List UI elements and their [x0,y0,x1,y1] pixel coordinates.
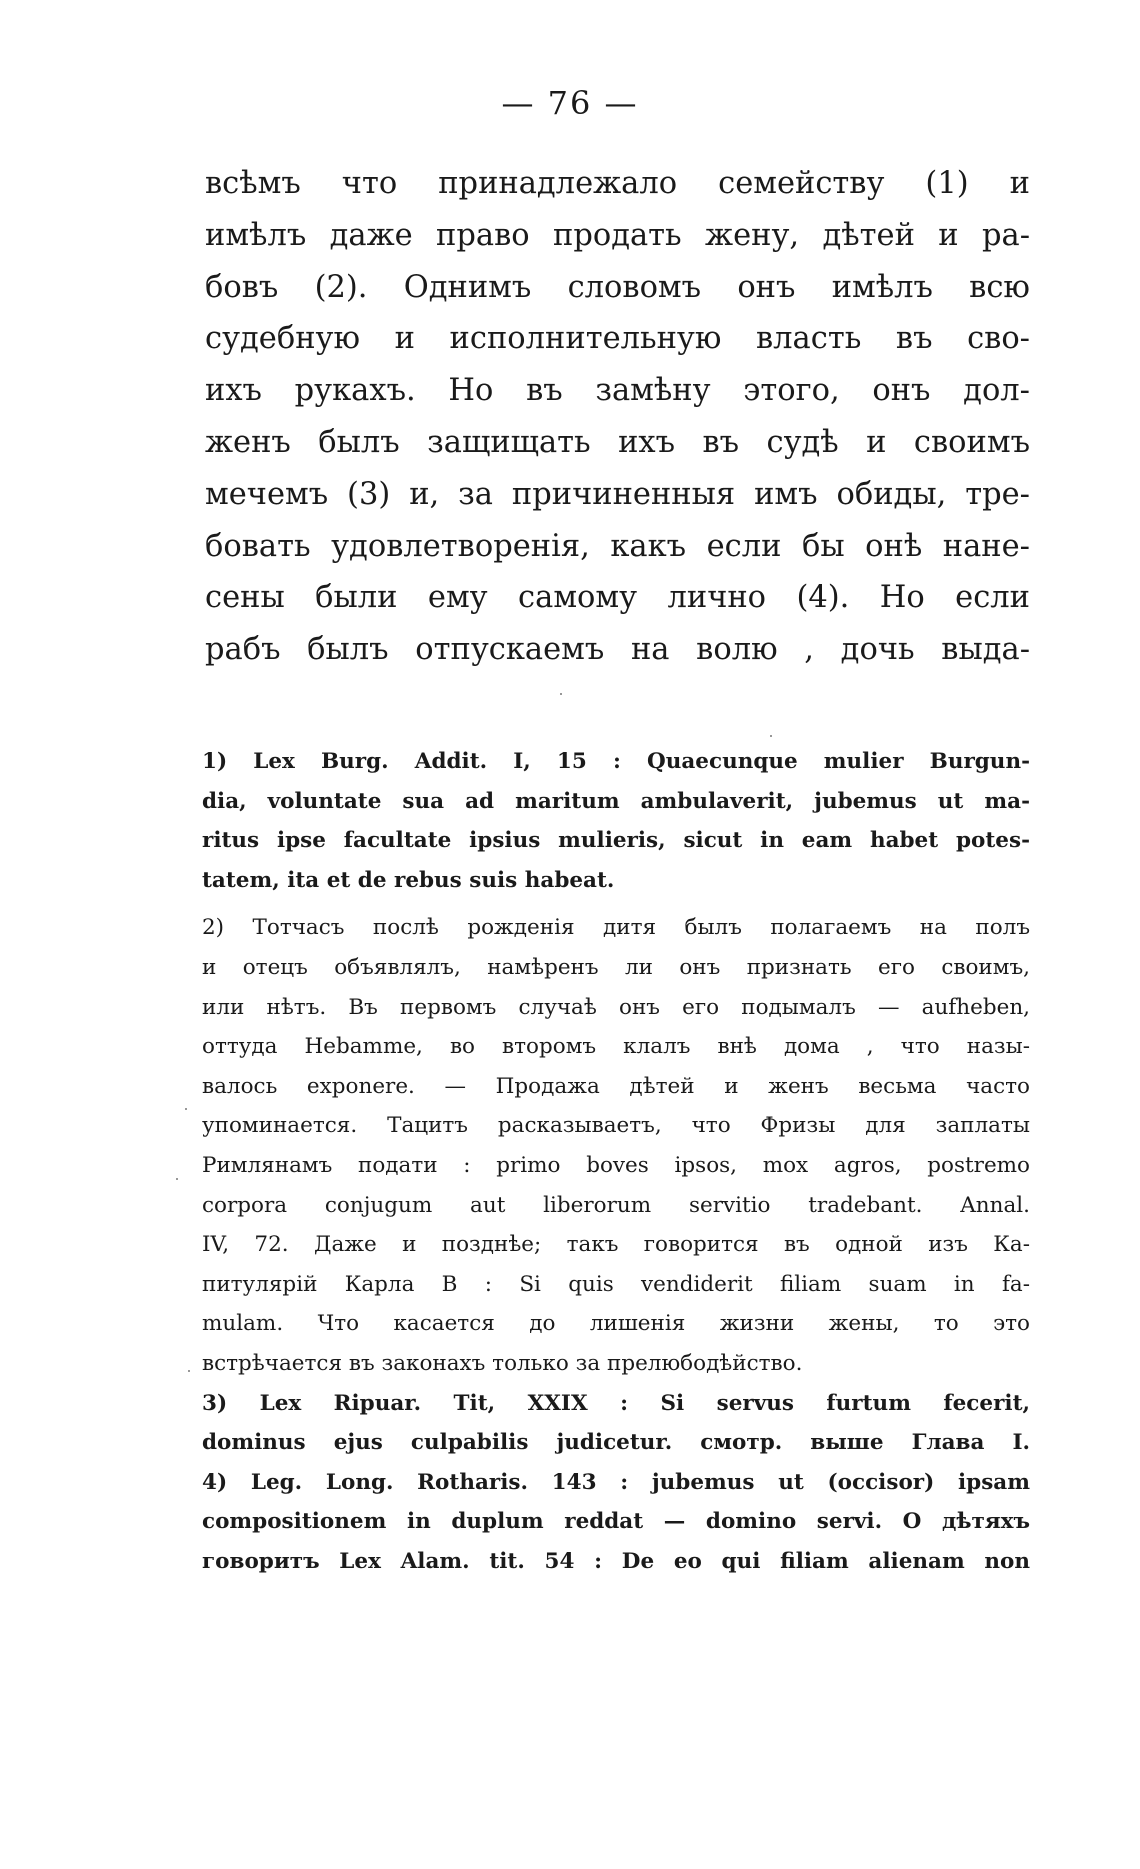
print-speck [185,1108,187,1110]
footnotes-block [202,742,1030,1581]
main-text-line: бовъ (2). Однимъ словомъ онъ имѣлъ всю [205,269,1030,305]
footnote-line: mulam. Что касается до лишенія жизни жены, то это [202,1311,1030,1337]
print-speck [176,1178,178,1180]
main-text-line: всѣмъ что принадлежало семейству (1) и [205,166,1030,201]
footnote-line: и отецъ объявлялъ, намѣренъ ли онъ признать его своимъ, [202,954,1030,980]
footnote-line: 1) Lex Burg. Addit. I, 15 : Quaecunque mulier Burgun- [202,749,1030,774]
footnote-line: питулярій Карла В : Si quis vendiderit filiam suam in fa- [202,1271,1030,1297]
footnote-line: или нѣтъ. Въ первомъ случаѣ онъ его подымалъ — aufheben, [202,994,1030,1020]
footnote-line: dominus ejus culpabilis judicetur. смотр. выше Глава I. [202,1430,1030,1456]
footnote-line: упоминается. Тацитъ расказываетъ, что Фризы для заплаты [202,1113,1030,1139]
main-text-line: женъ былъ защищать ихъ въ судѣ и своимъ [205,424,1030,460]
footnote-line: 3) Lex Ripuar. Tit, XXIX : Si servus furtum fecerit, [202,1390,1030,1416]
main-text-line: сены были ему самому лично (4). Но если [205,580,1030,616]
footnote-line: говоритъ Lex Alam. tit. 54 : De eo qui filiam alienam non [202,1548,1030,1574]
main-text-line: судебную и исполнительную власть въ сво- [205,321,1030,357]
page-number: — 76 — [501,84,639,122]
main-text-line: бовать удовлетворенія, какъ если бы онѣ нане- [205,528,1030,564]
print-speck [560,693,562,695]
print-speck [188,1370,190,1372]
footnote-line: 4) Leg. Long. Rotharis. 143 : jubemus ut (occisor) ipsam [202,1469,1030,1495]
main-text-line: ихъ рукахъ. Но въ замѣну этого, онъ дол- [205,373,1030,409]
footnote-line: corpora conjugum aut liberorum servitio tradebant. Annal. [202,1192,1030,1218]
footnote-2 [202,908,1030,1383]
footnote-line: оттуда Hebamme, во второмъ клалъ внѣ дома , что назы- [202,1034,1030,1060]
footnote-line: compositionem in duplum reddat — domino servi. О дѣтяхъ [202,1509,1030,1535]
footnote-line: IV, 72. Даже и позднѣе; такъ говорится въ одной изъ Ка- [202,1232,1030,1258]
main-text-line: рабъ былъ отпускаемъ на волю , дочь выда- [205,632,1030,668]
main-text-line: имѣлъ даже право продать жену, дѣтей и ра- [205,217,1030,253]
footnote-4 [202,1463,1030,1582]
footnote-line: tatem, ita et de rebus suis habeat. [202,867,615,893]
footnote-line: dia, voluntate sua ad maritum ambulaverit, jubemus ut ma- [202,788,1030,814]
footnote-line: встрѣчается въ законахъ только за прелюбодѣйство. [202,1350,803,1376]
footnote-line: Римлянамъ подати : primo boves ipsos, mox agros, postremo [202,1152,1030,1178]
footnote-line: валось exponere. — Продажа дѣтей и женъ весьма часто [202,1073,1030,1099]
main-text-line: мечемъ (3) и, за причиненныя имъ обиды, тре- [205,476,1030,512]
print-speck [770,735,772,737]
footnote-1 [202,742,1030,900]
footnote-line: 2) Тотчасъ послѣ рожденія дитя былъ полагаемъ на полъ [202,915,1030,941]
main-text-block [205,158,1030,676]
footnote-3 [202,1384,1030,1463]
footnote-line: ritus ipse facultate ipsius mulieris, sicut in eam habet potes- [202,828,1030,854]
